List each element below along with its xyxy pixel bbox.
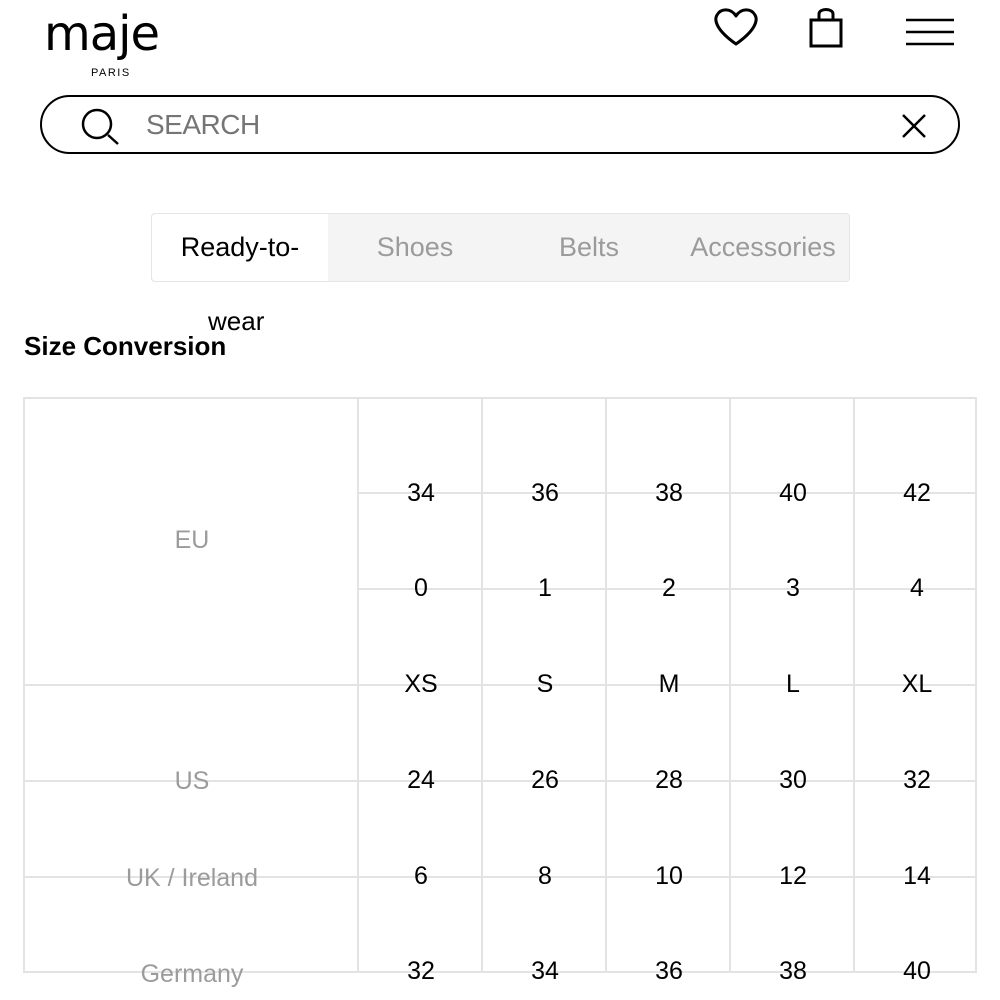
category-tabs	[151, 213, 850, 282]
tab-shoes[interactable]: Shoes	[376, 232, 454, 262]
table-cell: 4	[910, 574, 924, 602]
heart-icon[interactable]	[712, 6, 760, 48]
row-label-germany: Germany	[140, 960, 244, 988]
table-cell: 6	[414, 862, 428, 890]
brand-name: maje	[44, 6, 160, 62]
tab-ready-to-wear-overflow-text[interactable]: wear	[208, 306, 265, 336]
table-cell: M	[658, 670, 680, 698]
table-cell: 30	[779, 766, 807, 794]
table-cell: 12	[779, 862, 807, 890]
table-cell: 36	[655, 957, 683, 985]
row-label-eu: EU	[174, 526, 210, 554]
table-cell: 32	[407, 957, 435, 985]
row-label-us: US	[174, 767, 210, 795]
table-cell: 8	[538, 862, 552, 890]
close-icon[interactable]	[900, 112, 928, 140]
table-cell: 10	[655, 862, 683, 890]
table-cell: 2	[662, 574, 676, 602]
table-cell: S	[536, 670, 554, 698]
table-cell: 34	[407, 479, 435, 507]
shopping-bag-icon[interactable]	[804, 4, 848, 50]
size-conversion-table	[23, 397, 977, 988]
tab-belts[interactable]: Belts	[558, 232, 620, 262]
table-cell: XS	[404, 670, 438, 698]
search-input[interactable]	[146, 109, 846, 141]
search-bar[interactable]	[40, 95, 960, 154]
tab-ready-to-wear[interactable]: Ready-to-	[152, 214, 328, 281]
table-cell: 34	[531, 957, 559, 985]
search-icon[interactable]	[80, 107, 124, 147]
menu-icon[interactable]	[904, 14, 956, 50]
table-cell: 3	[786, 574, 800, 602]
table-cell: 14	[903, 862, 931, 890]
table-cell: 26	[531, 766, 559, 794]
brand-subtitle: PARIS	[91, 67, 131, 79]
section-title: Size Conversion	[24, 331, 227, 361]
table-cell: 0	[414, 574, 428, 602]
table-cell: 38	[779, 957, 807, 985]
table-cell: 1	[538, 574, 552, 602]
table-cell: 36	[531, 479, 559, 507]
table-cell: 40	[903, 957, 931, 985]
table-cell: 42	[903, 479, 931, 507]
table-cell: 40	[779, 479, 807, 507]
row-label-uk-ireland: UK / Ireland	[125, 864, 258, 892]
table-cell: 32	[903, 766, 931, 794]
brand-logo[interactable]	[44, 8, 184, 78]
tab-accessories[interactable]: Accessories	[690, 232, 836, 262]
table-cell: 38	[655, 479, 683, 507]
table-cell: XL	[901, 670, 933, 698]
table-cell: 24	[407, 766, 435, 794]
table-cell: 28	[655, 766, 683, 794]
table-cell: L	[786, 670, 800, 698]
